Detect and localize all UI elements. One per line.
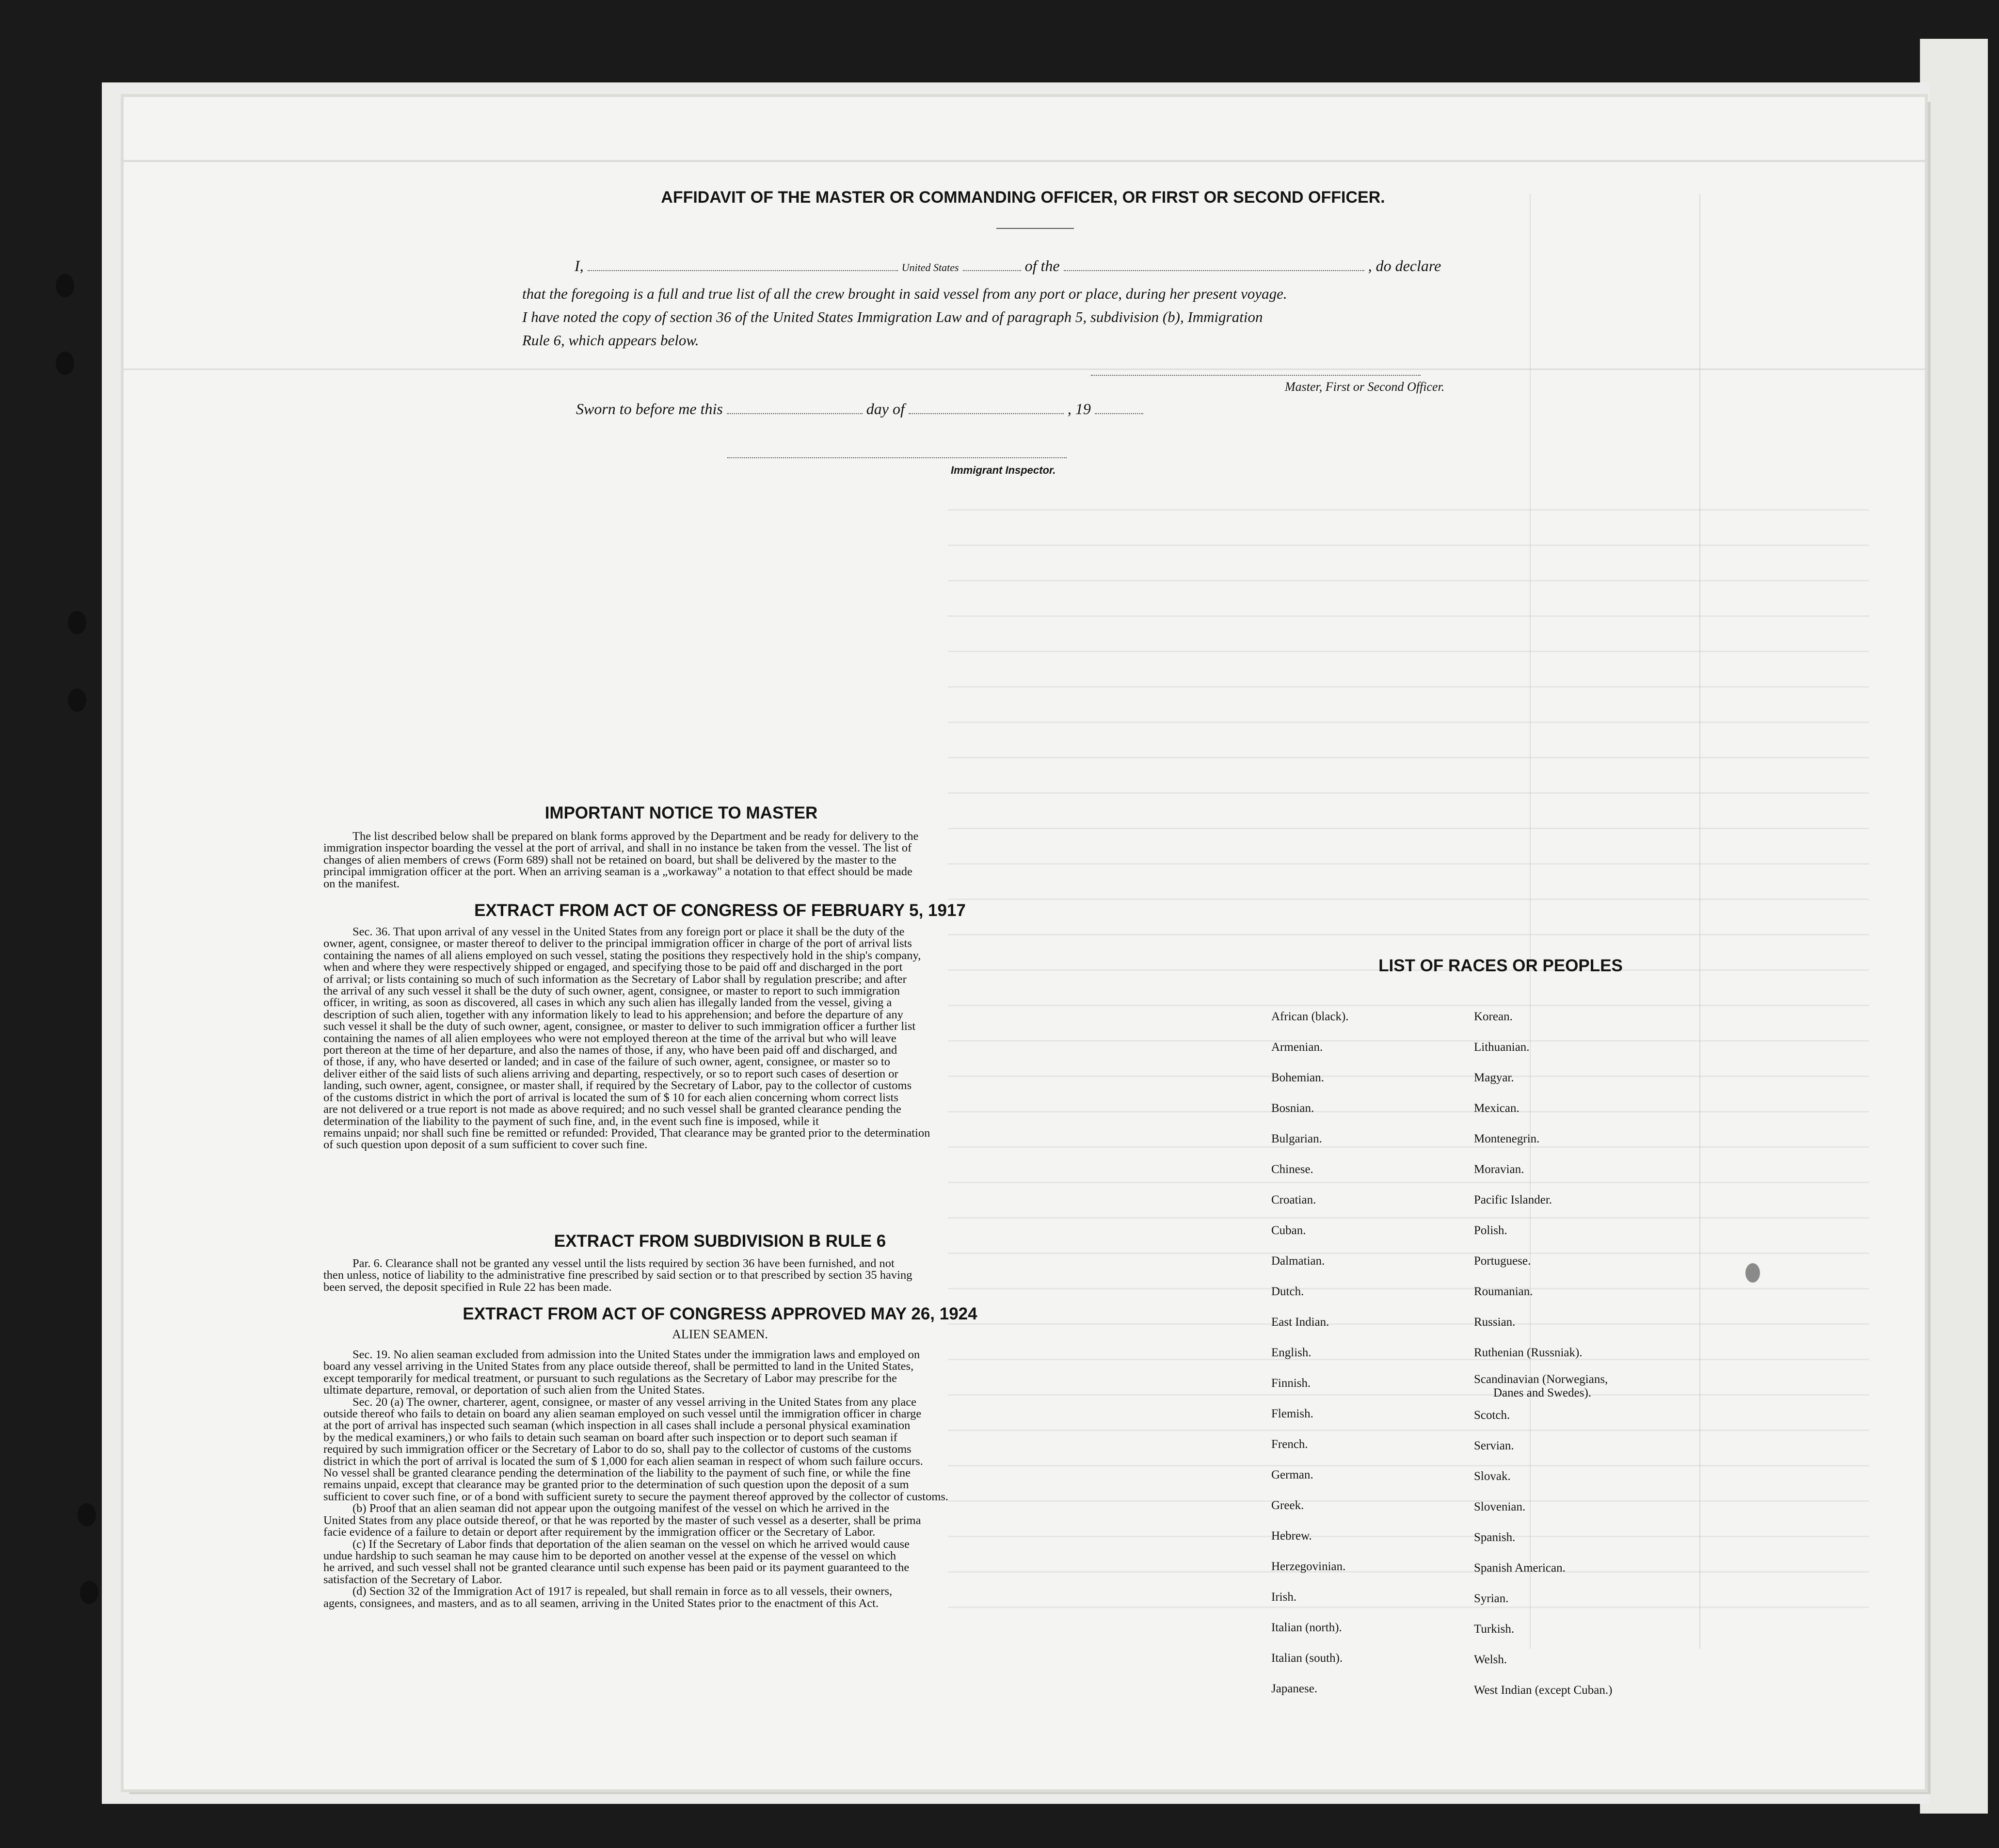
act-1917-line: of arrival; or lists containing so much of such information as the Secretary of Labor shall by regulation prescribe; and after [323,972,907,986]
act-1917-line: deliver either of the said lists of such aliens arriving and departing, respectively, or so to report such cases of desertion or [323,1067,898,1080]
race-item: Bosnian. [1271,1102,1314,1115]
act-1924-line: remains unpaid, except that clearance may be granted prior to the determination of such question upon the deposit of a sum [323,1478,909,1492]
declaration-suffix: , do declare [1368,257,1441,274]
act-1924-line: ultimate departure, removal, or deportation of such alien from the United States. [323,1383,705,1397]
act-1917-line: when and where they were respectively shipped or engaged, and specifying those to be paid off and discharged in the port [323,961,903,974]
race-item: Flemish. [1271,1407,1313,1420]
race-item: Slovak. [1474,1470,1511,1483]
declaration-line-3: I have noted the copy of section 36 of the United States Immigration Law and of paragraph 5, subdivision (b), Immigration [522,308,1263,325]
act-1924-line: undue hardship to such seaman he may cause him to be deported on another vessel at the expense of the vessel on which [323,1549,896,1562]
act-1924-line: satisfaction of the Secretary of Labor. [323,1573,502,1586]
race-item: German. [1271,1468,1313,1481]
declaration-line-1 [575,257,1441,275]
act-1924-line: outside thereof who fails to detain on board any alien seaman employed on such vessel until the immigration officer in charge [323,1407,922,1421]
race-item: Welsh. [1474,1653,1507,1666]
race-item: Montenegrin. [1474,1132,1540,1145]
race-item: English. [1271,1346,1311,1359]
act-1924-line: district in which the port of arrival is located the sum of $ 1,000 for each alien seaman in respect of whom such failure occurs. [323,1454,923,1468]
act-1917-line: of the customs district in which the port of arrival is located the sum of $ 10 for each alien concerning whom correct lists [323,1091,898,1104]
binder-hole [68,689,86,712]
declaration-prefix: I, [575,257,584,274]
race-item: Chinese. [1271,1163,1313,1176]
declaration-line-2: that the foregoing is a full and true list of all the crew brought in said vessel from any port or place, during her present voyage. [522,285,1287,302]
race-item: Armenian. [1271,1041,1323,1054]
back-page-edge [1920,39,1988,1814]
notice-line: principal immigration officer at the port. When an arriving seaman is a „workaway" a notation to that effect should be made [323,865,912,879]
act-1924-line: No vessel shall be granted clearance pending the determination of the liability to the payment of such fine, or while the fine [323,1466,911,1480]
race-item: Servian. [1474,1439,1514,1452]
act-1924-line: (c) If the Secretary of Labor finds that deportation of the alien seaman on the vessel on which he arrived would cause [352,1537,910,1551]
race-item: Magyar. [1474,1071,1514,1084]
master-signature-label: Master, First or Second Officer. [1285,380,1445,394]
inspector-label: Immigrant Inspector. [951,464,1056,476]
race-item: Bohemian. [1271,1071,1325,1084]
act-1917-line: owner, agent, consignee, or master thereof to deliver to the principal immigration officer in charge of the port of arrival lists [323,937,912,950]
race-item: Mexican. [1474,1102,1519,1115]
races-title: LIST OF RACES OR PEOPLES [1378,956,1623,975]
declarant-country: United States [901,261,959,273]
race-item: Pacific Islander. [1474,1193,1552,1206]
race-item: East Indian. [1271,1316,1329,1329]
race-item: Danes and Swedes). [1493,1386,1592,1399]
act-1917-line: landing, such owner, agent, consignee, or master shall, if required by the Secretary of Labor, pay to the collector of customs [323,1079,912,1093]
rule-6-line: Par. 6. Clearance shall not be granted any vessel until the lists required by section 36 have been furnished, and not [352,1257,895,1270]
race-item: African (black). [1271,1010,1349,1023]
race-item: Roumanian. [1474,1285,1533,1298]
declaration-of-the: of the [1024,257,1060,274]
declaration-line-4: Rule 6, which appears below. [522,332,699,349]
act-1924-line: he arrived, and such vessel shall not be granted clearance until such expense has been paid or its payment guaranteed to the [323,1561,910,1575]
races-right-column [1474,1001,1612,1705]
master-signature-line[interactable] [1091,375,1421,376]
race-item: Polish. [1474,1224,1507,1237]
race-item: Russian. [1474,1316,1516,1329]
manifest-page [124,97,1925,1789]
act-1924-line: Sec. 20 (a) The owner, charterer, agent, consignee, or master of any vessel arriving in the United States from any place [352,1395,916,1409]
act-1924-line: (b) Proof that an alien seaman did not appear upon the outgoing manifest of the vessel on which he arrived in the [352,1502,889,1515]
race-item: Portuguese. [1474,1254,1531,1268]
act-1924-line: agents, consignees, and masters, and as to all seamen, arriving in the United States prior to the enactment of this Act. [323,1596,879,1610]
race-item: Dutch. [1271,1285,1304,1298]
race-item: Slovenian. [1474,1500,1526,1513]
act-1917-line: containing the names of all alien employees who were not employed thereon at the time of the arrival but who will leave [323,1031,896,1045]
act-1924-line: sufficient to cover such fine, or of a bond with sufficient surety to secure the payment thereof approved by the collector of customs. [323,1490,949,1503]
affidavit-title: AFFIDAVIT OF THE MASTER OR COMMANDING OFFICER, OR FIRST OR SECOND OFFICER. [661,188,1385,207]
race-item: Italian (south). [1271,1652,1343,1665]
notice-line: immigration inspector boarding the vessel at the port of arrival, and shall in no instance be taken from the vessel. The list of [323,841,912,855]
race-item: Syrian. [1474,1592,1509,1605]
race-item: Hebrew. [1271,1529,1312,1543]
title-underline [996,228,1074,229]
sworn-year-field[interactable] [1095,413,1143,414]
act-1924-title: EXTRACT FROM ACT OF CONGRESS APPROVED MAY 26, 1924 [463,1304,977,1323]
race-item: Moravian. [1474,1163,1524,1176]
rule-6-line: been served, the deposit specified in Rule 22 has been made. [323,1280,612,1294]
sworn-month-field[interactable] [909,413,1064,414]
notice-body [323,831,1263,890]
race-item: Spanish American. [1474,1561,1566,1575]
race-item: Ruthenian (Russniak). [1474,1346,1583,1359]
race-item: Croatian. [1271,1193,1316,1206]
rule-6-body [323,1258,1263,1293]
race-item: Korean. [1474,1010,1513,1023]
act-1924-body [323,1349,1263,1609]
race-item: Finnish. [1271,1377,1311,1390]
year-label: , 19 [1067,400,1091,418]
act-1917-line: of those, if any, who have deserted or landed; and in case of the failure of such owner, agent, consignee, or master so to [323,1055,890,1069]
act-1917-line: port thereon at the time of her departure, and also the names of those, if any, who have been paid off and discharged, and [323,1044,897,1057]
race-item: Greek. [1271,1499,1304,1512]
race-item: Spanish. [1474,1531,1516,1544]
act-1917-line: are not delivered or a true report is not made as above required; and no such vessel shall be granted clearance pending the [323,1103,901,1116]
act-1917-line: containing the names of all aliens employed on such vessel, stating the positions they respectively hold in the ship's company, [323,948,921,962]
race-item: Dalmatian. [1271,1254,1325,1268]
sworn-day-field[interactable] [727,413,863,414]
act-1924-line: Sec. 19. No alien seaman excluded from admission into the United States under the immigration laws and employed on [352,1348,920,1361]
act-1917-line: such vessel it shall be the duty of such owner, agent, consignee, or master to deliver to such immigration officer a further list [323,1020,916,1033]
act-1917-line: of such question upon deposit of a sum sufficient to cover such fine. [323,1138,648,1152]
sworn-label: Sworn to before me this [576,400,723,418]
act-1917-line: the arrival of any such vessel it shall be the duty of such owner, agent, consignee, or master to report to such immigration [323,984,900,998]
notice-line: on the manifest. [323,877,400,890]
declarant-country-field[interactable] [963,270,1021,271]
act-1917-title: EXTRACT FROM ACT OF CONGRESS OF FEBRUARY 5, 1917 [474,901,966,920]
act-1917-line: description of such alien, together with any information likely to lead to his apprehension; and before the departure of any [323,1008,904,1021]
notice-title: IMPORTANT NOTICE TO MASTER [544,803,818,822]
notice-line: changes of alien members of crews (Form 689) shall not be retained on board, but shall be delivered by the master to the [323,853,896,867]
act-1924-line: at the port of arrival has inspected such seaman (which inspection in all cases shall include a personal physical examination [323,1419,911,1432]
race-item: Bulgarian. [1271,1132,1322,1145]
rule-6-title: EXTRACT FROM SUBDIVISION B RULE 6 [554,1232,886,1251]
race-item: Scotch. [1474,1409,1510,1422]
day-of-label: day of [866,400,905,418]
act-1924-line: United States from any place outside thereof, or that he was reported by the master of such vessel as a deserter, shall be prima [323,1513,921,1527]
act-1924-line: except temporarily for medical treatment, or pursuant to such regulations as the Secretary of Labor may prescribe for the [323,1371,897,1385]
act-1917-body [323,926,1263,1151]
binder-hole [56,274,74,297]
act-1924-line: required by such immigration officer or the Secretary of Labor to do so, shall pay to the collector of customs of the customs [323,1443,912,1456]
act-1917-line: Sec. 36. That upon arrival of any vessel in the United States from any foreign port or place it shall be the duty of the [352,925,905,938]
race-item: Lithuanian. [1474,1041,1530,1054]
race-item: Irish. [1271,1591,1297,1604]
act-1924-subtitle: ALIEN SEAMEN. [672,1327,768,1341]
act-1924-line: (d) Section 32 of the Immigration Act of 1917 is repealed, but shall remain in force as to all vessels, their owners, [352,1585,893,1598]
race-item: Japanese. [1271,1682,1318,1695]
vessel-name-field[interactable] [1064,270,1364,271]
act-1924-line: by the medical examiners,) or who fails to detain such seaman on board after such inspection or to deport such seaman if [323,1430,897,1444]
binder-hole [56,352,74,375]
race-item: Herzegovinian. [1271,1560,1346,1573]
binder-hole [78,1503,96,1527]
races-left-column [1271,1001,1349,1704]
rule-6-line: then unless, notice of liability to the administrative fine prescribed by said section or to that prescribed by section 35 having [323,1269,912,1282]
sworn-line [576,400,1143,418]
binder-hole [68,611,86,634]
race-item: West Indian (except Cuban.) [1474,1684,1613,1697]
race-item: Scandinavian (Norwegians, [1474,1373,1608,1386]
binder-hole [80,1581,98,1604]
act-1917-line: remains unpaid; nor shall such fine be remitted or refunded: Provided, That clearance may be granted prior to the determination [323,1126,930,1140]
race-item: French. [1271,1438,1308,1451]
race-item: Turkish. [1474,1623,1515,1636]
binder-hole [1745,1263,1760,1283]
notice-line: The list described below shall be prepared on blank forms approved by the Department and be ready for delivery to the [352,830,919,843]
race-item: Cuban. [1271,1224,1306,1237]
act-1924-line: board any vessel arriving in the United States from any place outside thereof, shall be permitted to land in the United States, [323,1360,914,1373]
act-1917-line: officer, in writing, as soon as discovered, all cases in which any such alien has illegally landed from the vessel, giving a [323,996,892,1010]
inspector-signature-line[interactable] [727,457,1067,458]
act-1924-line: facie evidence of a failure to detain or deport after requirement by the immigration officer or the Secretary of Labor. [323,1526,876,1539]
declarant-name-field[interactable] [588,270,898,271]
race-item: Italian (north). [1271,1621,1342,1634]
act-1917-line: determination of the liability to the payment of such fine, and, in the event such fine is imposed, while it [323,1114,819,1128]
